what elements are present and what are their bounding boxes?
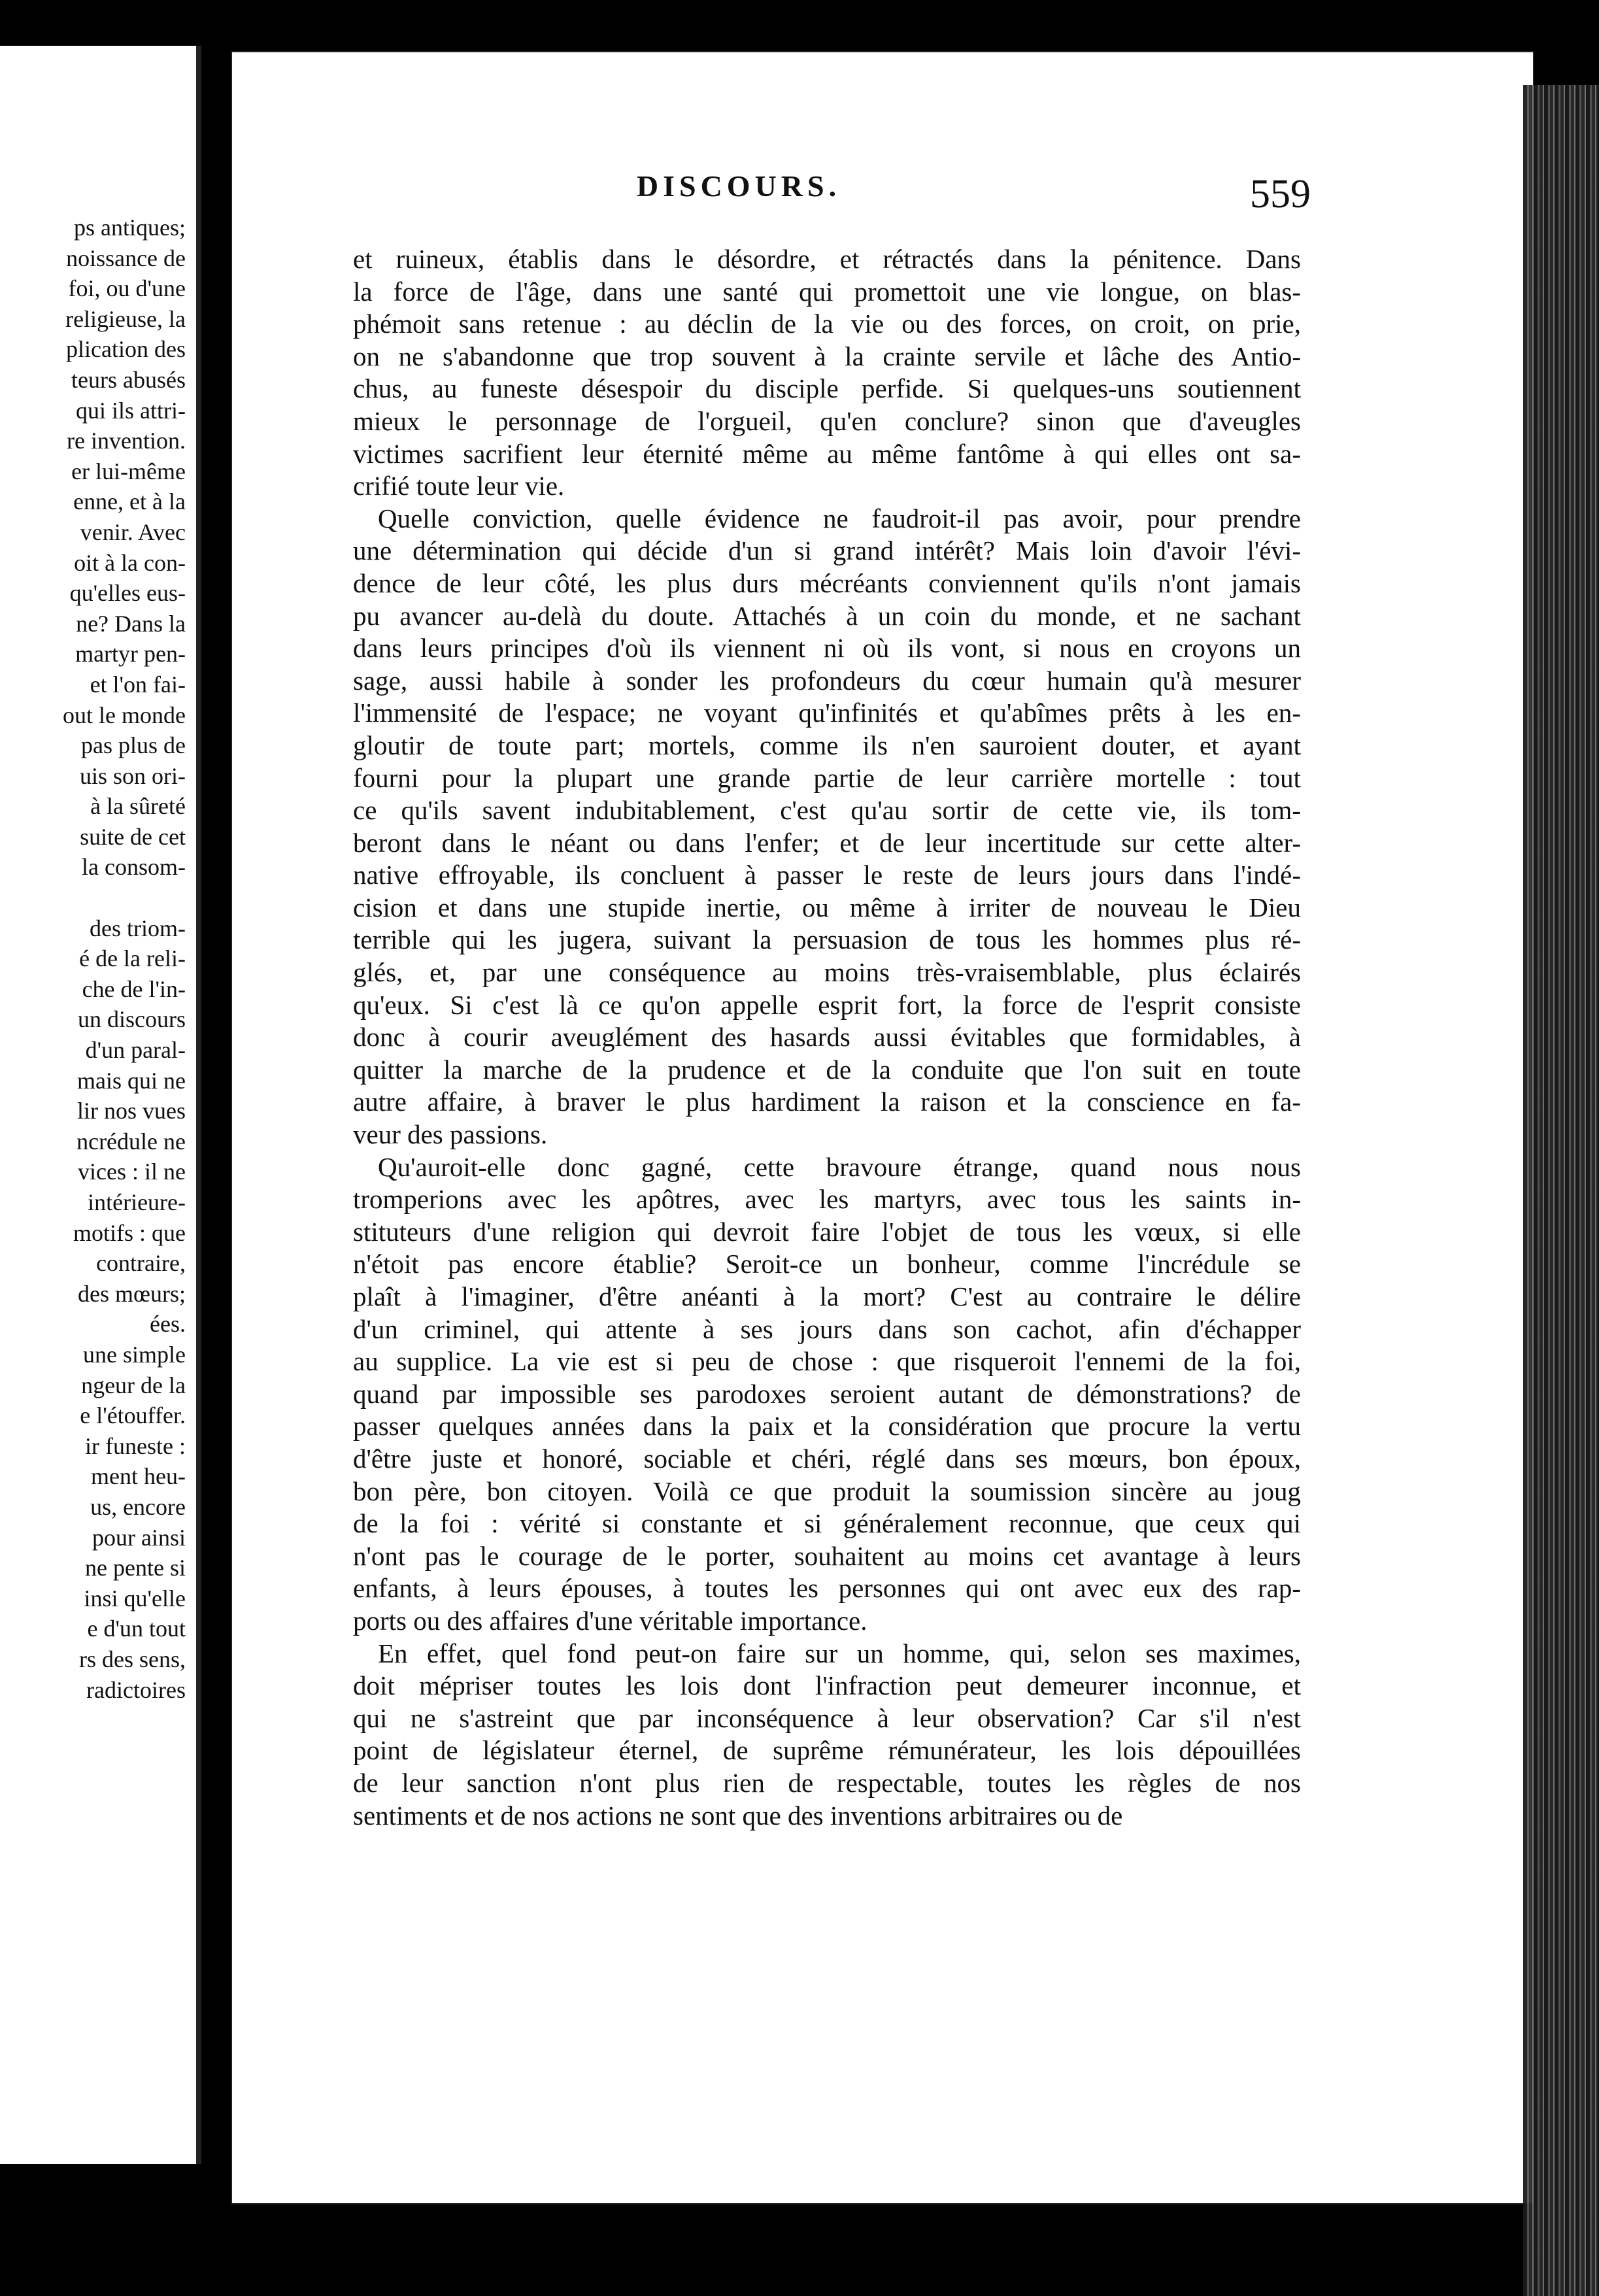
left-page-line: ne pente si <box>85 1555 186 1581</box>
left-page-line: une simple <box>83 1341 186 1368</box>
left-page-line: out le monde <box>63 701 186 728</box>
left-page-line: ps antiques; <box>74 214 186 241</box>
text-line: dans leurs principes d'où ils viennent ni où ils vont, si nous en croyons un <box>353 633 1301 664</box>
left-page-line: e l'étouffer. <box>80 1402 186 1429</box>
text-line: de leur sanction n'ont plus rien de respectable, toutes les règles de nos <box>353 1767 1301 1798</box>
text-line: mieux le personnage de l'orgueil, qu'en conclure? sinon que d'aveugles <box>353 405 1301 436</box>
text-line: fourni pour la plupart une grande partie de leur carrière mortelle : tout <box>353 762 1301 793</box>
text-line: enfants, à leurs épouses, à toutes les personnes qui ont avec eux des rap- <box>353 1573 1301 1604</box>
left-page-line: enne, et à la <box>73 488 186 515</box>
text-line: beront dans le néant ou dans l'enfer; et de leur incertitude sur cette alter- <box>353 827 1301 858</box>
left-page-text <box>0 212 190 1705</box>
left-page-line: oit à la con- <box>74 549 186 576</box>
left-page-line: martyr pen- <box>75 641 186 667</box>
left-page-line: re invention. <box>67 428 186 454</box>
text-line: glés, et, par une conséquence au moins très-vraisemblable, plus éclairés <box>353 957 1301 988</box>
text-line: native effroyable, ils concluent à passer le reste de leurs jours dans l'indé- <box>353 860 1301 890</box>
left-page-line: e d'un tout <box>87 1615 186 1642</box>
left-page-line: rs des sens, <box>79 1646 186 1672</box>
left-page-line: la consom- <box>82 854 186 881</box>
text-line: ports ou des affaires d'une véritable importance. <box>353 1605 867 1636</box>
left-page-line: ment heu- <box>91 1463 186 1490</box>
left-page <box>0 46 201 2164</box>
left-page-line: noissance de <box>66 245 186 271</box>
text-line: de la foi : vérité si constante et si généralement reconnue, que ceux qui <box>353 1508 1301 1539</box>
left-page-line: uis son ori- <box>80 762 186 789</box>
left-page-line: foi, ou d'une <box>68 275 186 302</box>
left-page-line: us, encore <box>90 1493 186 1520</box>
left-page-line: radictoires <box>86 1676 186 1703</box>
text-line: sentiments et de nos actions ne sont que des inventions arbitraires ou de <box>353 1800 1123 1831</box>
left-page-line: teurs abusés <box>71 366 186 393</box>
left-page-line: d'un paral- <box>85 1037 186 1064</box>
text-line: cision et dans une stupide inertie, ou même à irriter de nouveau le Dieu <box>353 892 1301 922</box>
left-page-line: un discours <box>78 1006 186 1033</box>
text-line: stituteurs d'une religion qui devroit faire l'objet de tous les vœux, si elle <box>353 1216 1301 1247</box>
text-line: au supplice. La vie est si peu de chose : que risqueroit l'ennemi de la foi, <box>353 1346 1301 1377</box>
left-page-line: er lui-même <box>71 458 186 484</box>
left-page-line: contraire, <box>96 1250 186 1277</box>
text-line: victimes sacrifient leur éternité même au même fantôme à qui elles ont sa- <box>353 438 1301 469</box>
paragraph <box>353 503 1301 1151</box>
text-line: gloutir de toute part; mortels, comme ils n'en sauroient douter, et ayant <box>353 730 1301 760</box>
text-line: l'immensité de l'espace; ne voyant qu'infinités et qu'abîmes prêts à les en- <box>353 698 1301 728</box>
text-line: sage, aussi habile à sonder les profondeurs du cœur humain qu'à mesurer <box>353 665 1301 696</box>
text-line: donc à courir aveuglément des hasards aussi évitables que formidables, à <box>353 1022 1301 1053</box>
text-line: doit mépriser toutes les lois dont l'infraction peut demeurer inconnue, et <box>353 1670 1301 1701</box>
left-page-line: des triom- <box>90 915 186 941</box>
text-line: quand par impossible ses parodoxes seroient autant de démonstrations? de <box>353 1378 1301 1409</box>
left-page-line: religieuse, la <box>65 305 186 332</box>
text-line: Quelle conviction, quelle évidence ne faudroit-il pas avoir, pour prendre <box>378 503 1301 533</box>
paragraph <box>353 1638 1301 1832</box>
text-line: plaît à l'imaginer, d'être anéanti à la mort? C'est au contraire le délire <box>353 1281 1301 1311</box>
text-line: chus, au funeste désespoir du disciple perfide. Si quelques-uns soutiennent <box>353 373 1301 404</box>
left-page-line: des mœurs; <box>78 1280 186 1307</box>
text-line: d'être juste et honoré, sociable et chéri, réglé dans ses mœurs, bon époux, <box>353 1443 1301 1474</box>
paragraph <box>353 1151 1301 1638</box>
text-line: ce qu'ils savent indubitablement, c'est qu'au sortir de cette vie, ils tom- <box>353 795 1301 826</box>
text-line: qui ne s'astreint que par inconséquence à leur observation? Car s'il n'est <box>353 1702 1301 1733</box>
page-edge <box>1523 85 1599 2296</box>
left-page-line: che de l'in- <box>82 975 186 1002</box>
text-line: et ruineux, établis dans le désordre, et rétractés dans la pénitence. Dans <box>353 244 1301 274</box>
left-page-line: ir funeste : <box>85 1432 186 1459</box>
text-line: Qu'auroit-elle donc gagné, cette bravoure étrange, quand nous nous <box>378 1151 1301 1182</box>
page-number: 559 <box>1250 172 1311 216</box>
text-line: une détermination qui décide d'un si grand intérêt? Mais loin d'avoir l'évi- <box>353 535 1301 566</box>
left-page-line: suite de cet <box>80 823 186 850</box>
text-line: bon père, bon citoyen. Voilà ce que produit la soumission sincère au joug <box>353 1476 1301 1506</box>
left-page-line: lir nos vues <box>77 1098 186 1124</box>
left-page-line: qu'elles eus- <box>69 580 186 607</box>
left-page-line: ncrédule ne <box>76 1128 186 1155</box>
left-page-line: motifs : que <box>73 1219 186 1246</box>
left-page-line <box>0 883 190 913</box>
left-page-line: é de la reli- <box>79 945 186 972</box>
left-page-line: intérieure- <box>88 1189 186 1215</box>
text-line: terrible qui les jugera, suivant la persuasion de tous les hommes plus ré- <box>353 924 1301 955</box>
left-page-line: plication des <box>66 336 186 363</box>
text-line: on ne s'abandonne que trop souvent à la crainte servile et lâche des Antio- <box>353 341 1301 371</box>
left-page-line: à la sûreté <box>90 793 186 820</box>
text-line: dence de leur côté, les plus durs mécréants conviennent qu'ils n'ont jamais <box>353 567 1301 598</box>
left-page-line: pour ainsi <box>92 1524 186 1551</box>
running-title: DISCOURS. <box>636 169 841 203</box>
left-page-line: et l'on fai- <box>90 671 186 698</box>
left-page-line: insi qu'elle <box>84 1585 186 1612</box>
text-line: phémoit sans retenue : au déclin de la vie ou des forces, on croit, on prie, <box>353 309 1301 339</box>
text-line: tromperions avec les apôtres, avec les martyrs, avec tous les saints in- <box>353 1184 1301 1215</box>
text-line: autre affaire, à braver le plus hardiment la raison et la conscience en fa- <box>353 1087 1301 1117</box>
left-page-line: ées. <box>150 1311 186 1338</box>
text-line: pu avancer au-delà du doute. Attachés à un coin du monde, et ne sachant <box>353 600 1301 631</box>
left-page-line: mais qui ne <box>77 1067 186 1094</box>
text-line: quitter la marche de la prudence et de la conduite que l'on suit en toute <box>353 1054 1301 1085</box>
text-line: qu'eux. Si c'est là ce qu'on appelle esprit fort, la force de l'esprit consiste <box>353 989 1301 1020</box>
left-page-line: ngeur de la <box>81 1372 186 1398</box>
text-line: d'un criminel, qui attente à ses jours dans son cachot, afin d'échapper <box>353 1313 1301 1344</box>
text-line: veur des passions. <box>353 1119 548 1150</box>
left-page-line: pas plus de <box>81 732 186 759</box>
text-line: point de législateur éternel, de suprême rémunérateur, les lois dépouillées <box>353 1735 1301 1766</box>
text-line: n'étoit pas encore établie? Seroit-ce un bonheur, comme l'incrédule se <box>353 1249 1301 1279</box>
left-page-line: vices : il ne <box>78 1158 186 1185</box>
text-line: passer quelques années dans la paix et la considération que procure la vertu <box>353 1411 1301 1442</box>
left-page-line: venir. Avec <box>80 518 186 545</box>
left-page-line: qui ils attri- <box>76 397 186 424</box>
text-line: crifié toute leur vie. <box>353 471 565 501</box>
text-line: En effet, quel fond peut-on faire sur un homme, qui, selon ses maximes, <box>378 1638 1301 1668</box>
text-line: la force de l'âge, dans une santé qui promettoit une vie longue, on blas- <box>353 276 1301 307</box>
left-page-line: ne? Dans la <box>76 610 186 637</box>
paragraph <box>353 243 1301 503</box>
body-text <box>353 243 1301 1832</box>
text-line: n'ont pas le courage de le porter, souhaitent au moins cet avantage à leurs <box>353 1540 1301 1571</box>
